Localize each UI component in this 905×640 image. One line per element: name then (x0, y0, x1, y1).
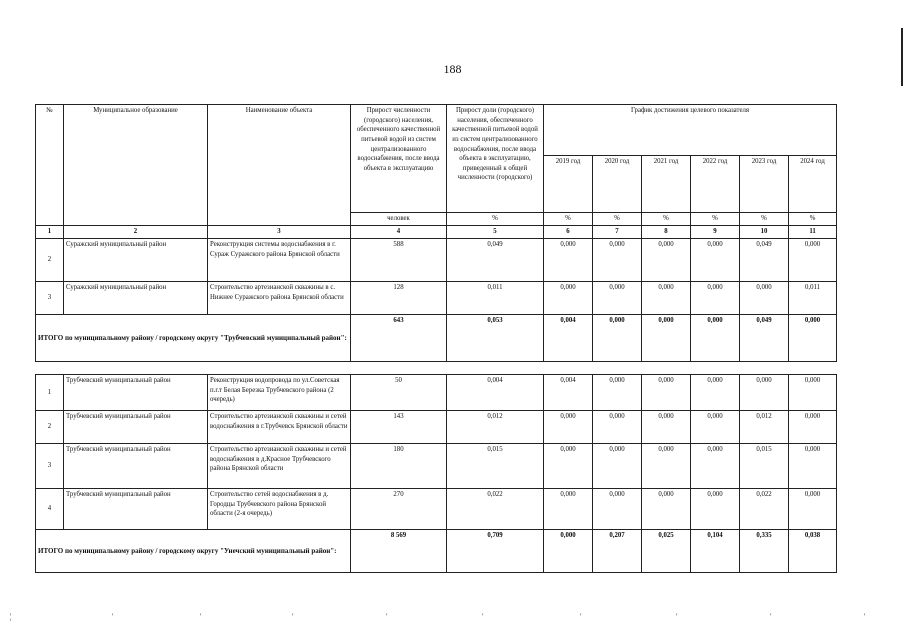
row-year-value: 0,012 (740, 411, 789, 444)
row-year-value: 0,000 (740, 282, 789, 315)
row-share: 0,004 (447, 375, 544, 411)
table-row (36, 489, 837, 530)
header-year: 2019 год (544, 156, 593, 213)
row-year-value: 0,000 (789, 489, 837, 530)
row-people: 50 (351, 375, 447, 411)
spacer-row (36, 362, 837, 375)
column-number: 7 (593, 226, 642, 239)
row-year-value: 0,015 (740, 444, 789, 489)
header-schedule: График достижения целевого показателя (544, 105, 837, 156)
column-number: 5 (447, 226, 544, 239)
row-year-value: 0,000 (789, 375, 837, 411)
row-share: 0,011 (447, 282, 544, 315)
row-object: Строительство артезианской скважины и сетей водоснабжения в д.Красное Трубчевского района Брянской области (208, 444, 351, 489)
total-label-cell (36, 530, 351, 573)
page-number: 188 (443, 62, 462, 76)
total-share: 0,053 (447, 315, 544, 362)
total-year-value: 0,004 (544, 315, 593, 362)
unit-percent: % (447, 213, 544, 226)
row-no: 3 (36, 282, 64, 315)
unit-percent: % (740, 213, 789, 226)
unit-percent: % (544, 213, 593, 226)
scan-mark: ' (580, 612, 582, 621)
row-year-value: 0,000 (593, 444, 642, 489)
row-people: 180 (351, 444, 447, 489)
total-year-value: 0,335 (740, 530, 789, 573)
scan-mark: ' (200, 612, 202, 621)
scan-mark: ¦ (10, 612, 12, 621)
row-year-value: 0,000 (642, 375, 691, 411)
row-year-value: 0,000 (691, 411, 740, 444)
row-no: 3 (36, 444, 64, 489)
unit-percent: % (691, 213, 740, 226)
row-year-value: 0,000 (789, 444, 837, 489)
row-year-value: 0,000 (593, 489, 642, 530)
total-year-value: 0,104 (691, 530, 740, 573)
header-year: 2024 год (789, 156, 837, 213)
row-people: 270 (351, 489, 447, 530)
scan-mark: ' (292, 612, 294, 621)
row-year-value: 0,000 (593, 282, 642, 315)
header-year: 2020 год (593, 156, 642, 213)
header-year: 2021 год (642, 156, 691, 213)
header-year: 2023 год (740, 156, 789, 213)
row-year-value: 0,000 (593, 411, 642, 444)
row-year-value: 0,000 (544, 411, 593, 444)
column-number: 11 (789, 226, 837, 239)
total-label: ИТОГО по муниципальному району / городскому округу "Трубчевский муниципальный район": (38, 333, 347, 342)
row-year-value: 0,000 (544, 282, 593, 315)
row-share: 0,049 (447, 239, 544, 282)
row-year-value: 0,000 (544, 489, 593, 530)
row-object: Реконструкция водопровода по ул.Советская п.г.т Белая Березка Трубчевского района (2 очередь) (208, 375, 351, 411)
row-no: 4 (36, 489, 64, 530)
table-row (36, 411, 837, 444)
scan-mark: ' (676, 612, 678, 621)
row-year-value: 0,011 (789, 282, 837, 315)
row-share: 0,022 (447, 489, 544, 530)
total-people: 8 569 (351, 530, 447, 573)
total-year-value: 0,038 (789, 530, 837, 573)
row-year-value: 0,000 (691, 444, 740, 489)
row-year-value: 0,004 (544, 375, 593, 411)
page-edge-line (901, 28, 903, 86)
row-year-value: 0,000 (789, 411, 837, 444)
row-share: 0,015 (447, 444, 544, 489)
row-year-value: 0,000 (642, 444, 691, 489)
row-year-value: 0,000 (642, 282, 691, 315)
total-year-value: 0,000 (642, 315, 691, 362)
target-indicator-table (35, 104, 837, 573)
total-row (36, 315, 837, 362)
row-municipality: Трубчевский муниципальный район (64, 375, 208, 411)
total-share: 0,709 (447, 530, 544, 573)
column-number: 9 (691, 226, 740, 239)
row-municipality: Суражский муниципальный район (64, 282, 208, 315)
total-year-value: 0,025 (642, 530, 691, 573)
total-year-value: 0,049 (740, 315, 789, 362)
table-header-row (36, 105, 837, 156)
column-number-row (36, 226, 837, 239)
unit-percent: % (593, 213, 642, 226)
column-number: 3 (208, 226, 351, 239)
column-number: 8 (642, 226, 691, 239)
total-year-value: 0,207 (593, 530, 642, 573)
table-row (36, 444, 837, 489)
row-no: 1 (36, 375, 64, 411)
row-year-value: 0,000 (642, 411, 691, 444)
row-year-value: 0,000 (691, 375, 740, 411)
row-year-value: 0,000 (544, 239, 593, 282)
row-municipality: Трубчевский муниципальный район (64, 489, 208, 530)
row-share: 0,012 (447, 411, 544, 444)
row-year-value: 0,000 (740, 375, 789, 411)
header-share-growth: Прирост доли (городского) населения, обеспеченного качественной питьевой водой из систем централизованного водоснабжения, после ввода объекта в эксплуатацию, приведенный к общей численности (городского) (447, 105, 544, 213)
scan-mark: ' (864, 612, 866, 621)
unit-percent: % (789, 213, 837, 226)
total-year-value: 0,000 (593, 315, 642, 362)
total-row (36, 530, 837, 573)
row-object: Реконструкция системы водоснабжения в г. Сураж Суражского района Брянской области (208, 239, 351, 282)
row-year-value: 0,000 (691, 239, 740, 282)
total-year-value: 0,000 (789, 315, 837, 362)
scan-artifact-marks (0, 612, 905, 626)
row-year-value: 0,000 (691, 489, 740, 530)
table-row (36, 282, 837, 315)
column-number: 10 (740, 226, 789, 239)
row-year-value: 0,000 (593, 375, 642, 411)
column-number: 1 (36, 226, 64, 239)
header-no: № (36, 105, 64, 226)
row-year-value: 0,000 (691, 282, 740, 315)
header-year: 2022 год (691, 156, 740, 213)
total-year-value: 0,000 (691, 315, 740, 362)
scan-mark: ' (482, 612, 484, 621)
unit-people: человек (351, 213, 447, 226)
column-number: 2 (64, 226, 208, 239)
header-population-growth: Прирост численности (городского) населения, обеспеченного качественной питьевой водой из систем централизованного водоснабжения, после ввода объекта в эксплуатацию (351, 105, 447, 213)
row-year-value: 0,000 (544, 444, 593, 489)
row-object: Строительство артезианской скважины и сетей водоснабжения в г.Трубчевск Брянской области (208, 411, 351, 444)
row-year-value: 0,049 (740, 239, 789, 282)
total-label-cell (36, 315, 351, 362)
row-object: Строительство сетей водоснабжения в д. Городцы Трубчевского района Брянской области (2-я очередь) (208, 489, 351, 530)
total-people: 643 (351, 315, 447, 362)
row-year-value: 0,000 (642, 489, 691, 530)
row-people: 588 (351, 239, 447, 282)
row-municipality: Суражский муниципальный район (64, 239, 208, 282)
table-row (36, 239, 837, 282)
column-number: 4 (351, 226, 447, 239)
column-number: 6 (544, 226, 593, 239)
scan-mark: ' (386, 612, 388, 621)
row-year-value: 0,022 (740, 489, 789, 530)
row-people: 143 (351, 411, 447, 444)
row-object: Строительство артезианской скважины в с. Нижнее Суражского района Брянской области (208, 282, 351, 315)
row-year-value: 0,000 (642, 239, 691, 282)
row-municipality: Трубчевский муниципальный район (64, 444, 208, 489)
table-row (36, 375, 837, 411)
row-municipality: Трубчевский муниципальный район (64, 411, 208, 444)
row-year-value: 0,000 (789, 239, 837, 282)
row-no: 2 (36, 239, 64, 282)
total-label: ИТОГО по муниципальному району / городскому округу "Унечский муниципальный район": (38, 546, 337, 555)
header-object: Наименование объекта (208, 105, 351, 226)
scan-mark: ' (112, 612, 114, 621)
header-municipality: Муниципальное образование (64, 105, 208, 226)
row-year-value: 0,000 (593, 239, 642, 282)
scan-mark: ' (770, 612, 772, 621)
total-year-value: 0,000 (544, 530, 593, 573)
row-no: 2 (36, 411, 64, 444)
unit-percent: % (642, 213, 691, 226)
row-people: 128 (351, 282, 447, 315)
